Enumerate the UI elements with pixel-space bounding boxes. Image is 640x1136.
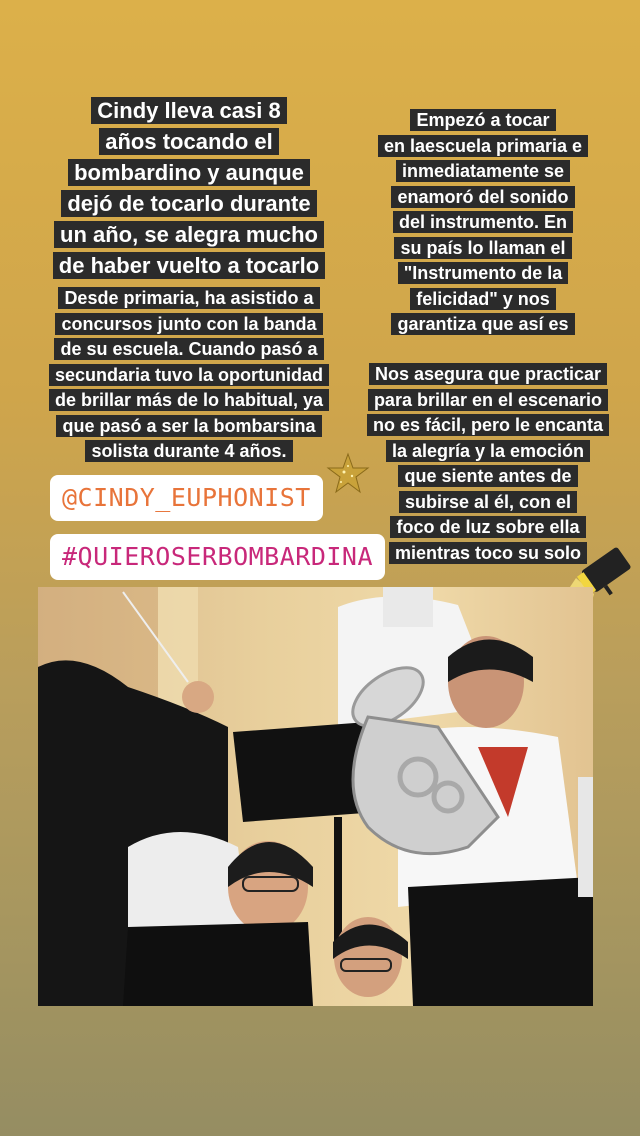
caption-line: solista durante 4 años. xyxy=(85,440,292,462)
caption-line: felicidad" y nos xyxy=(410,288,556,310)
caption-line: bombardino y aunque xyxy=(68,159,310,186)
caption-line: su país lo llaman el xyxy=(394,237,571,259)
caption-line: subirse al él, con el xyxy=(399,491,577,513)
hashtag-text: #QUIEROSERBOMBARDINA xyxy=(62,542,374,571)
mention-sticker[interactable] xyxy=(50,475,323,521)
caption-line: años tocando el xyxy=(99,128,278,155)
caption-line: Cindy lleva casi 8 xyxy=(91,97,286,124)
caption-line: para brillar en el escenario xyxy=(368,389,608,411)
mention-text: @CINDY_EUPHONIST xyxy=(62,483,311,512)
caption-line: enamoró del sonido xyxy=(391,186,574,208)
caption-line: de haber vuelto a tocarlo xyxy=(53,252,325,279)
caption-line: de brillar más de lo habitual, ya xyxy=(49,389,329,411)
caption-line: mientras toco su solo xyxy=(389,542,587,564)
caption-line: concursos junto con la banda xyxy=(55,313,322,335)
band-photo-illustration xyxy=(38,587,593,1006)
caption-line: que siente antes de xyxy=(398,465,577,487)
caption-started-playing xyxy=(356,108,610,338)
glitter-star-icon xyxy=(326,452,370,496)
caption-line: garantiza que así es xyxy=(391,313,574,335)
caption-line: secundaria tuvo la oportunidad xyxy=(49,364,329,386)
caption-line: "Instrumento de la xyxy=(398,262,569,284)
caption-line: de su escuela. Cuando pasó a xyxy=(54,338,323,360)
caption-line: en laescuela primaria e xyxy=(378,135,588,157)
caption-line: que pasó a ser la bombarsina xyxy=(56,415,321,437)
caption-line: Nos asegura que practicar xyxy=(369,363,607,385)
caption-line: del instrumento. En xyxy=(393,211,573,233)
caption-years-playing xyxy=(38,95,340,281)
caption-line: un año, se alegra mucho xyxy=(54,221,324,248)
band-photo xyxy=(38,587,593,1006)
caption-line: no es fácil, pero le encanta xyxy=(367,414,609,436)
hashtag-sticker[interactable] xyxy=(50,534,385,580)
caption-line: Desde primaria, ha asistido a xyxy=(58,287,319,309)
caption-line: Empezó a tocar xyxy=(410,109,555,131)
caption-stage-feelings xyxy=(352,362,624,566)
caption-line: inmediatamente se xyxy=(396,160,570,182)
caption-line: foco de luz sobre ella xyxy=(390,516,585,538)
caption-competitions xyxy=(28,286,350,465)
caption-line: la alegría y la emoción xyxy=(386,440,590,462)
caption-line: dejó de tocarlo durante xyxy=(61,190,316,217)
